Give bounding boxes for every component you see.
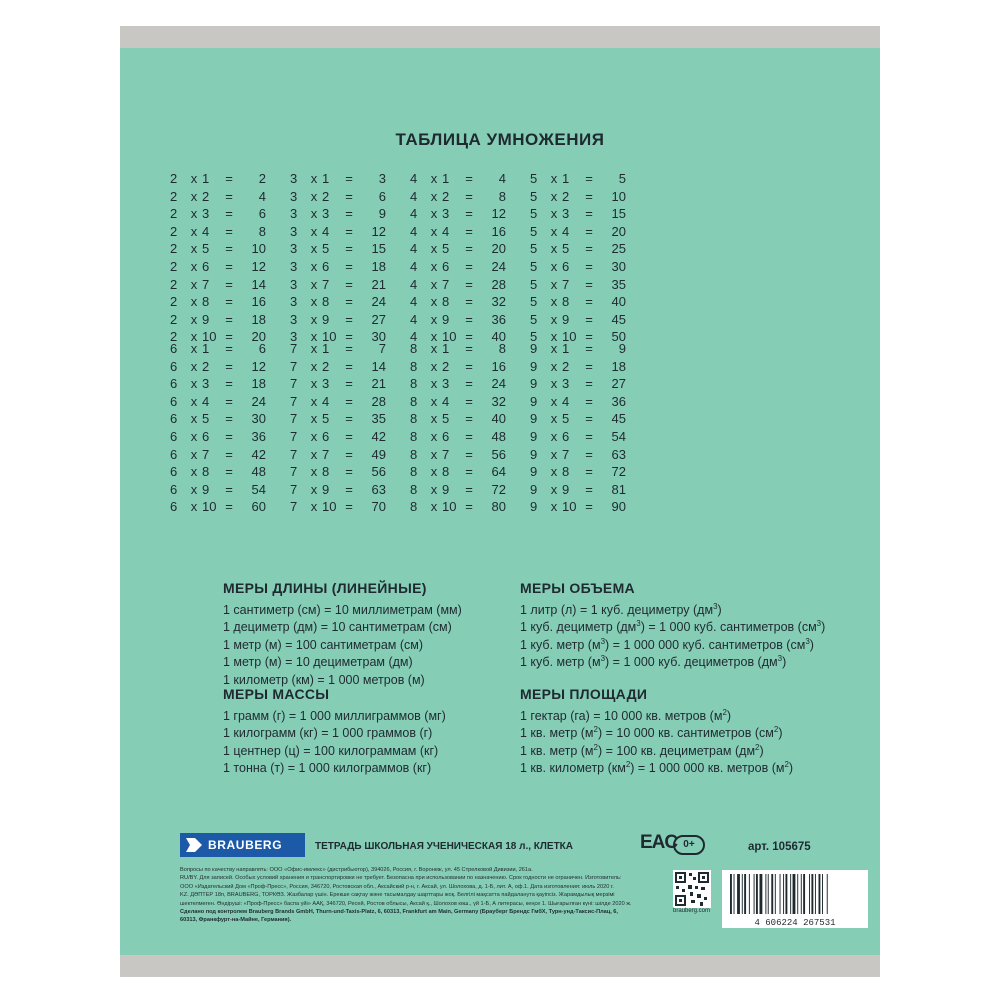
info-line: Сделано под контролем Brauberg Brands GmbH, Thurn-und-Taxis-Platz, 6, 60313, Frankfurt am Main, Germany (Брауберг Брендс ГмбХ, Турн-унд-Таксис-Плац, 6, [180, 909, 618, 916]
multiplication-row: 5 x 4 = 20 [530, 223, 626, 239]
multiplication-row: 3 x 4 = 12 [290, 223, 386, 239]
barcode-bar [742, 874, 743, 914]
multiplication-row: 2 x 1 = 2 [170, 171, 266, 186]
multiplication-row: 5 x 3 = 15 [530, 206, 626, 222]
age-rating-badge: 0+ [673, 835, 705, 855]
product-title: ТЕТРАДЬ ШКОЛЬНАЯ УЧЕНИЧЕСКАЯ 18 л., КЛЕТКА [315, 841, 574, 852]
multiplication-row: 2 x 6 = 12 [170, 258, 266, 274]
multiplication-row: 5 x 6 = 30 [530, 258, 626, 274]
multiplication-row: 4 x 7 = 28 [410, 276, 506, 292]
multiplication-row: 4 x 4 = 16 [410, 223, 506, 239]
barcode-bar [734, 874, 735, 914]
multiplication-row: 5 x 8 = 40 [530, 294, 626, 310]
multiplication-row: 3 x 3 = 9 [290, 206, 386, 222]
multiplication-row: 4 x 9 = 36 [410, 311, 506, 327]
multiplication-row: 7 x 6 = 42 [290, 428, 386, 444]
multiplication-row: 7 x 3 = 21 [290, 376, 386, 392]
multiplication-row: 7 x 4 = 28 [290, 393, 386, 409]
brand-name: BRAUBERG [208, 838, 283, 852]
multiplication-row: 2 x 9 = 18 [170, 311, 266, 327]
multiplication-row: 6 x 8 = 48 [170, 464, 266, 480]
multiplication-row: 4 x 8 = 32 [410, 294, 506, 310]
info-line: RU/BY. Для записей. Особых условий хранения и транспортировки не требует. Безопасна при использовании по назначению. Срок годности не ограничен. Изготовитель: [180, 875, 622, 882]
article-number: арт. 105675 [748, 841, 811, 853]
multiplication-row: 2 x 2 = 4 [170, 188, 266, 204]
multiplication-row: 3 x 10 = 30 [290, 329, 386, 345]
section-title: МЕРЫ ОБЪЕМА [520, 580, 635, 596]
multiplication-row: 4 x 10 = 40 [410, 329, 506, 345]
barcode-bar [775, 874, 776, 914]
eac-mark: EAC [640, 832, 678, 853]
info-line: 60313, Франкфурт-на-Майне, Германия). [180, 917, 292, 924]
multiplication-row: 3 x 2 = 6 [290, 188, 386, 204]
multiplication-row: 6 x 4 = 24 [170, 393, 266, 409]
barcode-bar [803, 874, 805, 914]
measure-line: 1 куб. дециметр $(дм^3) = 1$ 000 куб. сантиметров $(см^3)$ [520, 619, 826, 634]
section-title: МЕРЫ ПЛОЩАДИ [520, 686, 648, 702]
measure-line: 1 центнер (ц) = 100 килограммам (кг) [223, 743, 439, 758]
multiplication-row: 2 x 7 = 14 [170, 276, 266, 292]
section-length [223, 580, 462, 689]
multiplication-row: 9 x 8 = 72 [530, 464, 626, 480]
barcode-bar [768, 874, 769, 914]
multiplication-row: 7 x 8 = 56 [290, 464, 386, 480]
measure-line: 1 килограмм (кг) = 1 000 граммов (г) [223, 726, 433, 740]
barcode-bar [737, 874, 740, 914]
section-volume [520, 580, 825, 672]
page-title: ТАБЛИЦА УМНОЖЕНИЯ [395, 130, 605, 149]
measure-line: 1 кв. километр $(км^2) = 1$ 000 000 кв. метров $(м^2)$ [520, 760, 794, 775]
measure-line: 1 метр (м) = 100 сантиметрам (см) [223, 637, 424, 652]
measure-line: 1 километр (км) = 1 000 метров (м) [223, 672, 425, 687]
multiplication-column [290, 340, 390, 516]
measure-line: 1 тонна (т) = 1 000 килограммов (кг) [223, 761, 432, 775]
barcode-bar [780, 874, 781, 914]
multiplication-row: 4 x 3 = 12 [410, 206, 506, 222]
multiplication-column [410, 340, 510, 516]
section-title: МЕРЫ МАССЫ [223, 686, 330, 702]
multiplication-row: 5 x 1 = 5 [530, 171, 626, 186]
barcode-bar [822, 874, 823, 914]
measure-line: 1 гектар (га) = 10 000 кв. метров $(м^2)$ [520, 707, 732, 723]
multiplication-row: 8 x 4 = 32 [410, 393, 506, 409]
qr-caption: brauberg.com [673, 908, 711, 914]
multiplication-row: 9 x 3 = 27 [530, 376, 626, 392]
multiplication-row: 7 x 1 = 7 [290, 341, 386, 356]
multiplication-row: 5 x 2 = 10 [530, 188, 626, 204]
multiplication-row: 7 x 7 = 49 [290, 446, 386, 462]
multiplication-row: 8 x 6 = 48 [410, 428, 506, 444]
barcode-bar [793, 874, 796, 914]
barcode-bar [819, 874, 821, 914]
multiplication-column [170, 170, 270, 346]
multiplication-row: 7 x 5 = 35 [290, 411, 386, 427]
multiplication-row: 6 x 7 = 42 [170, 446, 266, 462]
multiplication-row: 9 x 2 = 18 [530, 358, 626, 374]
multiplication-row: 6 x 2 = 12 [170, 358, 266, 374]
multiplication-column [290, 170, 390, 346]
multiplication-row: 9 x 10 = 90 [530, 499, 626, 515]
multiplication-row: 3 x 8 = 24 [290, 294, 386, 310]
barcode-bar [756, 874, 758, 914]
multiplication-row: 6 x 1 = 6 [170, 341, 266, 356]
multiplication-column [170, 340, 270, 516]
multiplication-row: 2 x 4 = 8 [170, 223, 266, 239]
multiplication-row: 6 x 6 = 36 [170, 428, 266, 444]
barcode-bar [801, 874, 802, 914]
measure-line: 1 грамм (г) = 1 000 миллиграммов (мг) [223, 708, 446, 723]
multiplication-row: 7 x 2 = 14 [290, 358, 386, 374]
multiplication-row: 3 x 1 = 3 [290, 171, 386, 186]
barcode-bar [760, 874, 763, 914]
multiplication-row: 8 x 8 = 64 [410, 464, 506, 480]
measure-line: 1 кв. метр $(м^2) = 100$ кв. дециметрам $(дм^2)$ [520, 742, 764, 758]
multiplication-row: 8 x 2 = 16 [410, 358, 506, 374]
multiplication-row: 7 x 10 = 70 [290, 499, 386, 515]
info-line: шектелмеген. Өндіруші: «Проф-Пресс» баспа үйі» ААҚ, 346720, Ресей, Ростов облысы, Аксай қ., Шолохов көш., үй 1-Б, А литерасы, кеңсе 1. Шығарылған күні: шілде 2020 ж. [180, 900, 632, 907]
multiplication-row: 9 x 7 = 63 [530, 446, 626, 462]
measure-line: 1 куб. метр $(м^3) = 1$ 000 куб. дециметров $(дм^3)$ [520, 654, 787, 669]
multiplication-row: 2 x 3 = 6 [170, 206, 266, 222]
multiplication-column [410, 170, 510, 346]
multiplication-row: 3 x 6 = 18 [290, 258, 386, 274]
multiplication-row: 7 x 9 = 63 [290, 481, 386, 497]
barcode-bar [809, 874, 810, 914]
multiplication-row: 8 x 1 = 8 [410, 341, 506, 356]
info-line: ООО «Издательский Дом «Проф-Пресс», Россия, 346720, Ростовская обл., Аксайский р-н, г. Аксай, ул. Шолохова, д. 1-Б, лит. А, оф.1. Дата изготовления: июль 2020 г. [180, 883, 614, 890]
info-line: Вопросы по качеству направлять: ООО «Офис-имлекс» (дистрибьютор), 394026, Россия, г. Воронеж, ул. 45 Стрелковой Дивизии, 261а. [180, 867, 533, 873]
measure-line: 1 куб. метр $(м^3) = 1$ 000 000 куб. сантиметров $(см^3)$ [520, 636, 814, 652]
qr-code-icon [673, 870, 711, 908]
multiplication-row: 4 x 1 = 4 [410, 171, 506, 186]
barcode-bar [749, 874, 750, 914]
multiplication-row: 5 x 9 = 45 [530, 311, 626, 327]
multiplication-column [530, 340, 630, 516]
barcode-bar [827, 874, 828, 914]
multiplication-row: 2 x 8 = 16 [170, 294, 266, 310]
legal-info [180, 866, 662, 925]
multiplication-row: 4 x 2 = 8 [410, 188, 506, 204]
bottom-binding-strip [120, 955, 880, 977]
multiplication-row: 2 x 10 = 20 [170, 329, 266, 345]
multiplication-row: 9 x 1 = 9 [530, 341, 626, 356]
barcode-bar [783, 874, 784, 914]
multiplication-row: 2 x 5 = 10 [170, 241, 266, 257]
info-line: KZ. ДӘПТЕР 18п, BRAUBERG, ТОРКӨЗ. Жазбалар үшін. Ерекше сақтау және тасымалдау шарттары жоқ. Белгілі мақсатта пайдаланута қауіпсіз. Жарамдылық мерзімі [180, 892, 615, 899]
measure-line: 1 дециметр (дм) = 10 сантиметрам (см) [223, 620, 452, 634]
barcode-bar [730, 874, 732, 914]
barcode-bar [771, 874, 773, 914]
multiplication-row: 8 x 10 = 80 [410, 499, 506, 515]
barcode-bar [754, 874, 755, 914]
measure-line: 1 метр (м) = 10 дециметрам (дм) [223, 655, 413, 669]
notebook-cover [120, 48, 880, 955]
barcode-bar [797, 874, 798, 914]
multiplication-row: 3 x 5 = 15 [290, 241, 386, 257]
barcode-bar [811, 874, 813, 914]
barcode [722, 870, 868, 928]
multiplication-row: 8 x 5 = 40 [410, 411, 506, 427]
multiplication-row: 6 x 9 = 54 [170, 481, 266, 497]
brand-mark-icon [186, 838, 202, 852]
multiplication-row: 8 x 3 = 24 [410, 376, 506, 392]
multiplication-row: 5 x 7 = 35 [530, 276, 626, 292]
barcode-number: 4 606224 267531 [754, 918, 836, 928]
brand-logo [180, 833, 305, 857]
measure-line: 1 литр (л) = 1 куб. дециметру $(дм^3)$ [520, 601, 722, 617]
barcode-bar [815, 874, 816, 914]
multiplication-column [530, 170, 630, 346]
multiplication-row: 5 x 5 = 25 [530, 241, 626, 257]
barcode-bar [785, 874, 787, 914]
multiplication-row: 4 x 5 = 20 [410, 241, 506, 257]
top-binding-strip [120, 26, 880, 48]
multiplication-row: 5 x 10 = 50 [530, 329, 626, 345]
section-area [520, 686, 793, 778]
multiplication-row: 3 x 9 = 27 [290, 311, 386, 327]
multiplication-row: 9 x 5 = 45 [530, 411, 626, 427]
multiplication-row: 3 x 7 = 21 [290, 276, 386, 292]
multiplication-row: 4 x 6 = 24 [410, 258, 506, 274]
barcode-bar [790, 874, 791, 914]
multiplication-row: 6 x 3 = 18 [170, 376, 266, 392]
multiplication-row: 8 x 9 = 72 [410, 481, 506, 497]
multiplication-row: 6 x 5 = 30 [170, 411, 266, 427]
multiplication-row: 6 x 10 = 60 [170, 499, 266, 515]
measure-line: 1 сантиметр (см) = 10 миллиметрам (мм) [223, 602, 462, 617]
multiplication-row: 9 x 9 = 81 [530, 481, 626, 497]
barcode-bar [744, 874, 746, 914]
measure-line: 1 кв. метр $(м^2) = 10$ 000 кв. сантиметров $(см^2)$ [520, 725, 783, 740]
section-mass [223, 686, 446, 778]
multiplication-row: 9 x 4 = 36 [530, 393, 626, 409]
multiplication-row: 9 x 6 = 54 [530, 428, 626, 444]
multiplication-row: 8 x 7 = 56 [410, 446, 506, 462]
section-title: МЕРЫ ДЛИНЫ (ЛИНЕЙНЫЕ) [223, 580, 427, 596]
barcode-bar [765, 874, 766, 914]
